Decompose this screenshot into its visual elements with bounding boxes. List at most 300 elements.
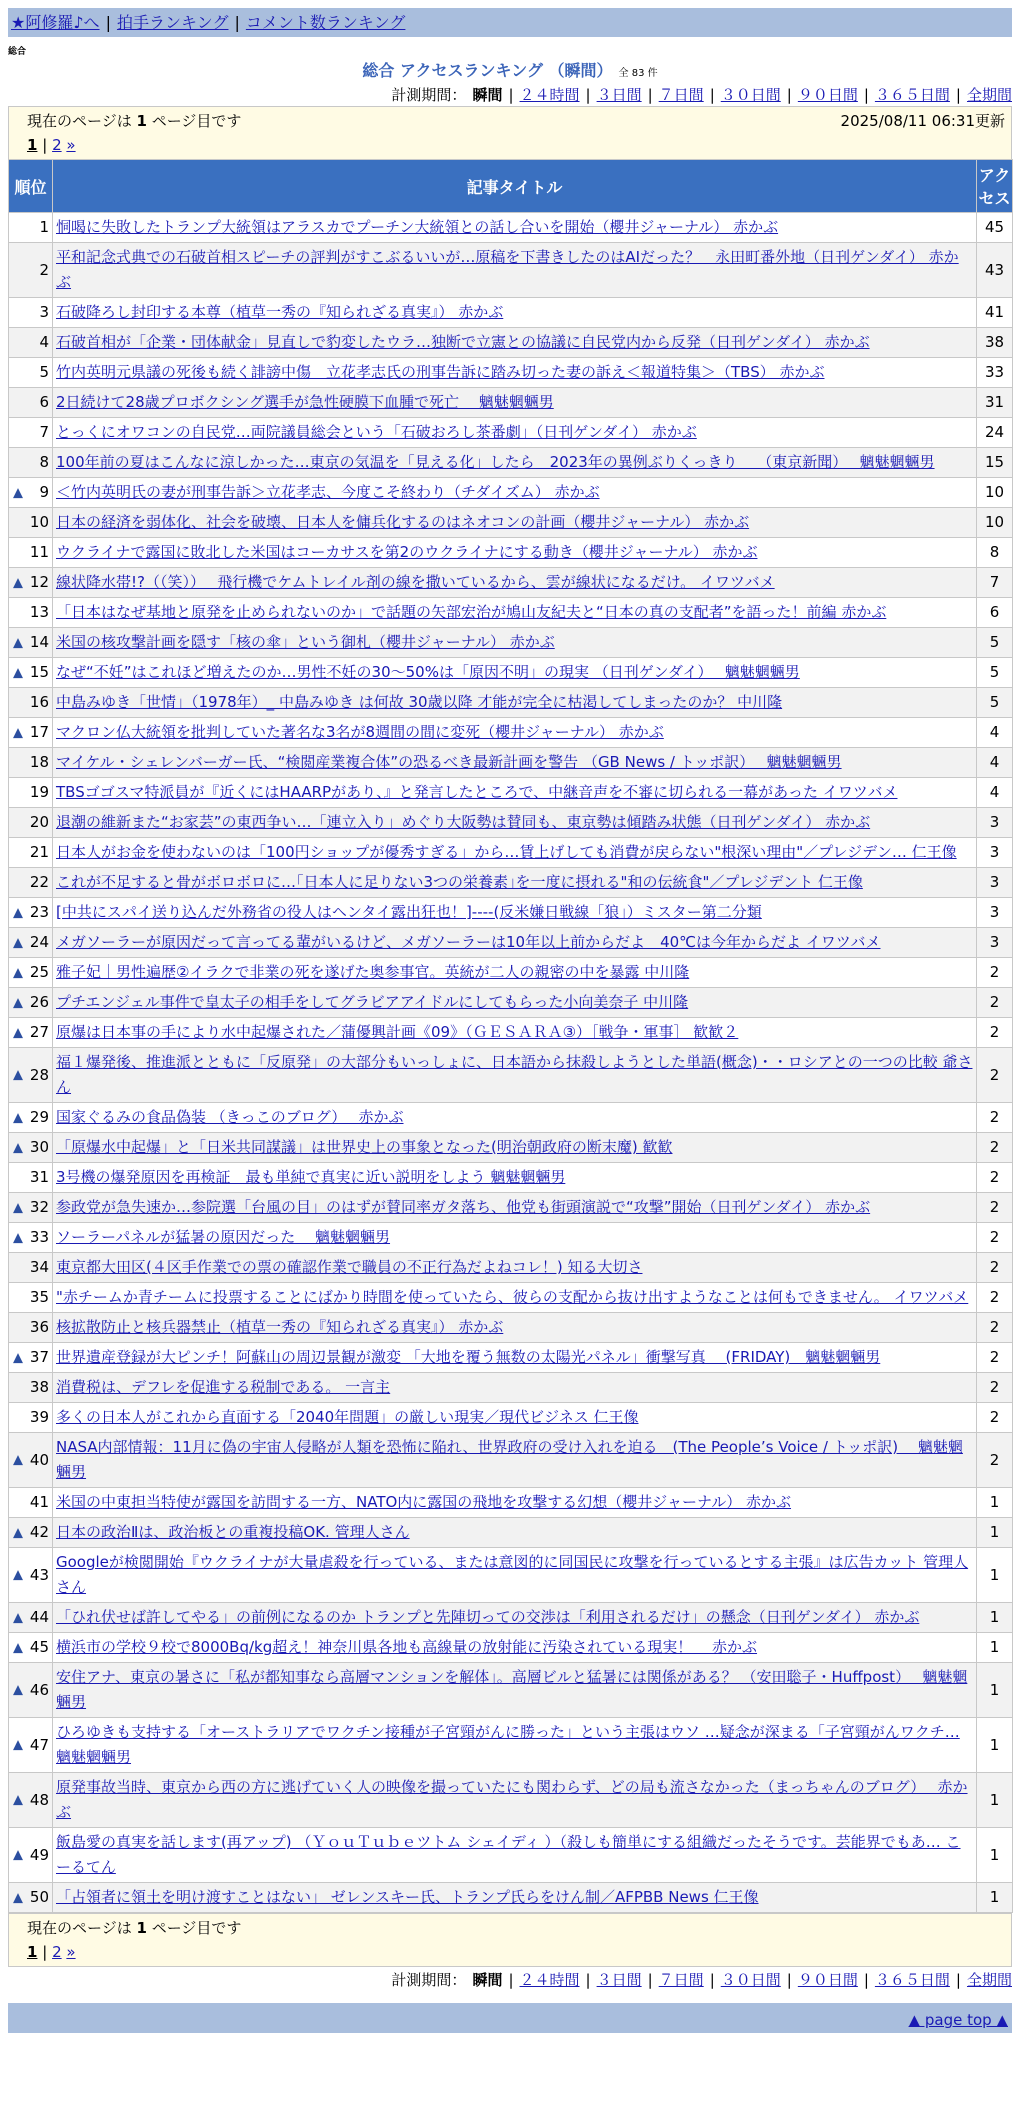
paging-bottom: 現在のページは 1 ページ目です 1 | 2 » (8, 1913, 1012, 1967)
rank-number: 42 (29, 1523, 49, 1541)
table-row (9, 898, 1013, 928)
table-row (9, 1253, 1013, 1283)
access-count: 1 (977, 1718, 1013, 1773)
arrow-up-icon: ▲ (13, 1067, 23, 1083)
rank-number: 18 (29, 753, 49, 771)
title-cell (53, 508, 977, 538)
rank-cell (9, 1018, 53, 1048)
title-cell (53, 928, 977, 958)
access-count: 1 (977, 1828, 1013, 1883)
access-count: 2 (977, 1343, 1013, 1373)
table-row (9, 1433, 1013, 1488)
arrow-up-icon: ▲ (13, 905, 23, 920)
article-link[interactable]: 国家ぐるみの食品偽装 （きっこのブログ） 赤かぶ (56, 1108, 404, 1126)
article-link[interactable]: "赤チームか青チームに投票することにばかり時間を使っていたら、彼らの支配から抜け出すようなことは何もできません。 イワツバメ (56, 1288, 969, 1306)
table-row (9, 243, 1013, 298)
article-link[interactable]: [中共にスパイ送り込んだ外務省の役人はヘンタイ露出狂也！]----(反米嫌日戦線「狼」）ミスター第二分類 (56, 903, 762, 921)
arrow-up-icon: ▲ (13, 1737, 23, 1753)
table-row (9, 868, 1013, 898)
table-row (9, 1718, 1013, 1773)
table-row (9, 298, 1013, 328)
article-link[interactable]: 核拡散防止と核兵器禁止（植草一秀の『知られざる真実』） 赤かぶ (56, 1318, 504, 1336)
table-row (9, 388, 1013, 418)
period-link-0[interactable]: ２４時間 (519, 86, 580, 104)
rank-cell (9, 868, 53, 898)
rank-cell (9, 598, 53, 628)
period-separator: | (786, 86, 792, 104)
table-row (9, 448, 1013, 478)
access-count: 2 (977, 1373, 1013, 1403)
article-link[interactable]: 米国の核攻撃計画を隠す「核の傘」という御札（櫻井ジャーナル） 赤かぶ (56, 633, 555, 651)
arrow-up-icon: ▲ (13, 1640, 23, 1655)
rank-cell (9, 1283, 53, 1313)
table-row (9, 988, 1013, 1018)
arrow-up-icon: ▲ (13, 485, 23, 500)
article-link[interactable]: 世界遺産登録が大ピンチ！阿蘇山の周辺景観が激変 「大地を覆う無数の太陽光パネル」衝撃写真 (FRIDAY) 魑魅魍魎男 (56, 1348, 881, 1366)
title-cell (53, 1018, 977, 1048)
period-link-4[interactable]: ９０日間 (797, 1971, 858, 1989)
access-count: 7 (977, 568, 1013, 598)
rank-number: 33 (29, 1228, 49, 1246)
access-count: 2 (977, 1403, 1013, 1433)
table-row (9, 1223, 1013, 1253)
access-count: 2 (977, 1193, 1013, 1223)
period-link-3[interactable]: ３０日間 (720, 86, 781, 104)
rank-number: 24 (29, 933, 49, 951)
rank-number: 43 (29, 1565, 49, 1584)
period-separator: | (585, 1971, 591, 1989)
title-cell (53, 1193, 977, 1223)
article-link[interactable]: ＜竹内英明氏の妻が刑事告訴＞立花孝志、今度こそ終わり（チダイズム） 赤かぶ (56, 483, 600, 501)
rank-cell (9, 1773, 53, 1828)
access-count: 4 (977, 748, 1013, 778)
rank-cell (9, 748, 53, 778)
nav-separator: | (105, 13, 111, 32)
footer-bar (8, 2003, 1012, 2033)
arrow-up-icon: ▲ (13, 1525, 23, 1540)
table-row (9, 1883, 1013, 1913)
period-separator: | (709, 1971, 715, 1989)
access-count: 4 (977, 718, 1013, 748)
article-link[interactable]: 「占領者に領土を明け渡すことはない」 ゼレンスキー氏、トランプ氏らをけん制／AFPBB News 仁王像 (56, 1888, 759, 1906)
rank-cell (9, 243, 53, 298)
title-cell (53, 1603, 977, 1633)
article-link[interactable]: 石破首相が「企業・団体献金」見直しで豹変したウラ…独断で立憲との協議に自民党内から反発（日刊ゲンダイ） 赤かぶ (56, 333, 870, 351)
article-link[interactable]: 日本の政治Ⅱは、政治板との重複投稿OK. 管理人さん (56, 1523, 410, 1541)
access-count: 2 (977, 1283, 1013, 1313)
arrow-up-icon: ▲ (13, 665, 23, 680)
arrow-up-icon: ▲ (13, 1610, 23, 1625)
rank-cell (9, 298, 53, 328)
rank-cell (9, 538, 53, 568)
header-rank: 順位 (9, 160, 53, 213)
period-link-6[interactable]: 全期間 (966, 1971, 1012, 1989)
title-cell (53, 658, 977, 688)
period-separator: | (955, 86, 961, 104)
title-cell (53, 388, 977, 418)
period-link-1[interactable]: ３日間 (596, 1971, 642, 1989)
arrow-up-icon: ▲ (13, 1847, 23, 1863)
title-cell (53, 213, 977, 243)
table-row (9, 538, 1013, 568)
title-cell (53, 1633, 977, 1663)
title-cell (53, 1488, 977, 1518)
rank-number: 36 (29, 1318, 49, 1336)
arrow-up-icon: ▲ (13, 1025, 23, 1040)
next-page-link[interactable]: » (66, 136, 76, 154)
article-link[interactable]: 竹内英明元県議の死後も続く誹謗中傷 立花孝志氏の刑事告訴に踏み切った妻の訴え＜報道特集＞（TBS） 赤かぶ (56, 363, 825, 381)
title-cell (53, 988, 977, 1018)
table-row (9, 1313, 1013, 1343)
article-link[interactable]: 平和記念式典での石破首相スピーチの評判がすこぶるいいが…原稿を下書きしたのはAIだった？ 永田町番外地（日刊ゲンダイ） 赤かぶ (56, 248, 959, 291)
access-count: 1 (977, 1518, 1013, 1548)
period-separator: | (955, 1971, 961, 1989)
period-current: 瞬間 (472, 86, 503, 104)
rank-number: 34 (29, 1258, 49, 1276)
rank-number: 4 (39, 333, 49, 351)
title-cell (53, 1103, 977, 1133)
rank-cell (9, 1403, 53, 1433)
table-row (9, 628, 1013, 658)
access-count: 24 (977, 418, 1013, 448)
article-link[interactable]: NASA内部情報：11月に偽の宇宙人侵略が人類を恐怖に陥れ、世界政府の受け入れを迫る (The People’s Voice / トッポ訳) 魑魅魍魎男 (56, 1438, 963, 1481)
article-link[interactable]: Googleが検閲開始『ウクライナが大量虐殺を行っている、または意図的に同国民に攻撃を行っているとする主張』は広告カット 管理人さん (56, 1553, 969, 1596)
article-link[interactable]: 100年前の夏はこんなに涼しかった…東京の気温を「見える化」したら 2023年の異例ぶりくっきり （東京新聞） 魑魅魍魎男 (56, 453, 935, 471)
rank-cell (9, 1603, 53, 1633)
article-link[interactable]: マイケル・シェレンバーガー氏、“検閲産業複合体”の恐るべき最新計画を警告 （GB News / トッポ訳） 魑魅魍魎男 (56, 753, 842, 771)
page-2-link[interactable]: 2 (52, 1943, 62, 1961)
title-cell (53, 1773, 977, 1828)
rank-cell (9, 1883, 53, 1913)
article-link[interactable]: これが不足すると骨がボロボロに…｢日本人に足りない3つの栄養素｣を一度に摂れる"和の伝統食"／プレジデント 仁王像 (56, 873, 863, 891)
rank-number: 17 (29, 723, 49, 741)
arrow-up-icon: ▲ (13, 1682, 23, 1698)
rank-cell (9, 658, 53, 688)
article-link[interactable]: 飯島愛の真実を話します(再アップ) （ＹｏｕＴｕｂｅツトム シェイディ ）（殺しも簡単にする組織だったそうです。芸能界でもあ… こーるてん (56, 1833, 961, 1876)
arrow-up-icon: ▲ (13, 935, 23, 950)
arrow-up-icon: ▲ (13, 1350, 23, 1365)
rank-cell (9, 1488, 53, 1518)
article-link[interactable]: 原発事故当時、東京から西の方に逃げていく人の映像を撮っていたにも関わらず、どの局も流さなかった（まっちゃんのブログ） 赤かぶ (56, 1778, 968, 1821)
article-link[interactable]: 福１爆発後、推進派とともに「反原発」の大部分もいっしょに、日本語から抹殺しようとした単語(概念)・・ロシアとの一つの比較 爺さん (56, 1053, 973, 1096)
period-selector-top (8, 84, 1012, 106)
arrow-up-icon: ▲ (13, 1452, 23, 1468)
access-count: 2 (977, 1313, 1013, 1343)
article-link[interactable]: プチエンジェル事件で皇太子の相手をしてグラビアアイドルにしてもらった小向美奈子 中川隆 (56, 993, 689, 1011)
access-count: 41 (977, 298, 1013, 328)
period-separator: | (709, 86, 715, 104)
rank-number: 21 (29, 843, 49, 861)
article-link[interactable]: マクロン仏大統領を批判していた著名な3名が8週間の間に変死（櫻井ジャーナル） 赤かぶ (56, 723, 664, 741)
rank-cell (9, 1633, 53, 1663)
title-cell (53, 898, 977, 928)
rank-number: 41 (29, 1493, 49, 1511)
rank-number: 37 (29, 1348, 49, 1366)
rank-number: 29 (29, 1108, 49, 1126)
article-link[interactable]: 東京都大田区(４区手作業での票の確認作業で職員の不正行為だよねコレ！) 知る大切さ (56, 1258, 643, 1276)
access-count: 10 (977, 508, 1013, 538)
access-count: 3 (977, 838, 1013, 868)
article-link[interactable]: 日本人がお金を使わないのは「100円ショップが優秀すぎる」から…賃上げしても消費が戻らない"根深い理由"／プレジデン… 仁王像 (56, 843, 957, 861)
rank-number: 28 (29, 1065, 49, 1084)
article-link[interactable]: 「日本はなぜ基地と原発を止められないのか」で話題の矢部宏治が鳩山友紀夫と“日本の真の支配者”を語った！前編 赤かぶ (56, 603, 887, 621)
table-row (9, 1373, 1013, 1403)
rank-number: 26 (29, 993, 49, 1011)
article-link[interactable]: ひろゆきも支持する「オーストラリアでワクチン接種が子宮頸がんに勝った」という主張はウソ …疑念が深まる「子宮頸がんワクチ… 魑魅魍魎男 (56, 1723, 960, 1766)
period-link-1[interactable]: ３日間 (596, 86, 642, 104)
title-cell (53, 958, 977, 988)
table-row (9, 358, 1013, 388)
access-count: 31 (977, 388, 1013, 418)
table-row (9, 808, 1013, 838)
comment-ranking-link[interactable]: コメント数ランキング (245, 13, 406, 32)
title-cell (53, 1283, 977, 1313)
rank-cell (9, 688, 53, 718)
current-page-text: 現在のページは 1 ページ目です (27, 112, 242, 130)
rank-cell (9, 478, 53, 508)
rank-cell (9, 718, 53, 748)
page-2-link[interactable]: 2 (52, 136, 62, 154)
access-count: 2 (977, 1103, 1013, 1133)
rank-number: 47 (29, 1735, 49, 1754)
rank-number: 31 (29, 1168, 49, 1186)
table-row (9, 1163, 1013, 1193)
rank-cell (9, 328, 53, 358)
rank-number: 40 (29, 1450, 49, 1469)
article-link[interactable]: ソーラーパネルが猛暑の原因だった 魑魅魍魎男 (56, 1228, 391, 1246)
title-cell (53, 298, 977, 328)
rank-number: 22 (29, 873, 49, 891)
rank-cell (9, 1433, 53, 1488)
title-cell (53, 808, 977, 838)
home-link[interactable]: ★阿修羅♪へ (11, 13, 100, 32)
table-row (9, 1633, 1013, 1663)
access-count: 1 (977, 1488, 1013, 1518)
title-cell (53, 1253, 977, 1283)
access-count: 1 (977, 1773, 1013, 1828)
period-separator: | (585, 86, 591, 104)
rank-cell (9, 1548, 53, 1603)
article-link[interactable]: 原爆は日本事の手により水中起爆された／蒲優興計画《09》（ＧＥＳＡＲＡ③）［戦争・軍事］ 歓歓２ (56, 1023, 739, 1041)
period-link-2[interactable]: ７日間 (658, 1971, 704, 1989)
current-page-text: 現在のページは 1 ページ目です (27, 1919, 242, 1937)
period-separator: | (508, 1971, 514, 1989)
access-count: 2 (977, 1133, 1013, 1163)
article-link[interactable]: 消費税は、デフレを促進する税制である。 一言主 (56, 1378, 391, 1396)
table-row (9, 778, 1013, 808)
period-selector-bottom (8, 1969, 1012, 1991)
article-link[interactable]: 線状降水帯!?（（笑）） 飛行機でケムトレイル剤の線を撒いているから、雲が線状になるだけ。 イワツバメ (56, 573, 775, 591)
title-cell (53, 538, 977, 568)
rank-number: 7 (39, 423, 49, 441)
article-link[interactable]: 退潮の維新また“お家芸”の東西争い…「連立入り」めぐり大阪勢は賛同も、東京勢は傾踏み状態（日刊ゲンダイ） 赤かぶ (56, 813, 871, 831)
table-row (9, 598, 1013, 628)
table-row (9, 838, 1013, 868)
period-link-0[interactable]: ２４時間 (519, 1971, 580, 1989)
rank-cell (9, 1373, 53, 1403)
rank-cell (9, 358, 53, 388)
table-row (9, 1663, 1013, 1718)
rank-cell (9, 1518, 53, 1548)
period-separator: | (647, 1971, 653, 1989)
rank-number: 10 (29, 513, 49, 531)
article-link[interactable]: 参政党が急失速か…参院選「台風の目」のはずが賛同率ガタ落ち、他党も街頭演説で“攻撃”開始（日刊ゲンダイ） 赤かぶ (56, 1198, 871, 1216)
table-row (9, 658, 1013, 688)
period-separator: | (508, 86, 514, 104)
ranking-rows (9, 213, 1013, 1913)
period-separator: | (863, 86, 869, 104)
access-count: 1 (977, 1603, 1013, 1633)
rank-number: 48 (29, 1790, 49, 1809)
title-cell (53, 718, 977, 748)
title-cell (53, 1048, 977, 1103)
table-row (9, 1403, 1013, 1433)
article-link[interactable]: 石破降ろし封印する本尊（植草一秀の『知られざる真実』） 赤かぶ (56, 303, 504, 321)
rank-number: 38 (29, 1378, 49, 1396)
period-link-5[interactable]: ３６５日間 (874, 86, 950, 104)
period-link-5[interactable]: ３６５日間 (874, 1971, 950, 1989)
top-nav (8, 8, 1012, 37)
title-cell (53, 1883, 977, 1913)
title-cell (53, 778, 977, 808)
article-link[interactable]: TBSゴゴスマ特派員が『近くにはHAARPがあり、』と発言したところで、中継音声を不審に切られる一幕があった イワツバメ (56, 783, 898, 801)
title-cell (53, 448, 977, 478)
rank-number: 44 (29, 1608, 49, 1626)
arrow-up-icon: ▲ (13, 635, 23, 650)
rank-cell (9, 1253, 53, 1283)
table-row (9, 1018, 1013, 1048)
title-cell (53, 328, 977, 358)
period-separator: | (863, 1971, 869, 1989)
access-count: 5 (977, 658, 1013, 688)
access-count: 4 (977, 778, 1013, 808)
table-row (9, 1828, 1013, 1883)
access-count: 10 (977, 478, 1013, 508)
article-link[interactable]: 中島みゆき「世情」（1978年）_ 中島みゆき は何故 30歳以降 才能が完全に枯渇してしまったのか？ 中川隆 (56, 693, 783, 711)
page-1-current: 1 (27, 1943, 38, 1961)
rank-number: 15 (29, 663, 49, 681)
title-cell (53, 1223, 977, 1253)
article-link[interactable]: 米国の中東担当特使が露国を訪問する一方、NATO内に露国の飛地を攻撃する幻想（櫻井ジャーナル） 赤かぶ (56, 1493, 792, 1511)
article-link[interactable]: 「原爆水中起爆」と「日米共同謀議」は世界史上の事象となった(明治朝政府の断末魔) 歓歓 (56, 1138, 673, 1156)
access-count: 1 (977, 1883, 1013, 1913)
article-link[interactable]: ウクライナで露国に敗北した米国はコーカサスを第2のウクライナにする動き（櫻井ジャーナル） 赤かぶ (56, 543, 758, 561)
ranking-heading (8, 60, 1012, 82)
table-row (9, 1343, 1013, 1373)
arrow-up-icon: ▲ (13, 575, 23, 590)
title-cell (53, 1373, 977, 1403)
title-cell (53, 478, 977, 508)
article-link[interactable]: 多くの日本人がこれから直面する「2040年問題」の厳しい現実／現代ビジネス 仁王像 (56, 1408, 639, 1426)
title-cell (53, 598, 977, 628)
access-count: 2 (977, 958, 1013, 988)
period-link-4[interactable]: ９０日間 (797, 86, 858, 104)
table-row (9, 1103, 1013, 1133)
rank-number: 12 (29, 573, 49, 591)
access-count: 2 (977, 1163, 1013, 1193)
article-link[interactable]: 安住アナ、東京の暑さに「私が都知事なら高層マンションを解体」。高層ビルと猛暑には関係がある？ （安田聡子・Huffpost） 魑魅魍魎男 (56, 1668, 968, 1711)
table-row (9, 1548, 1013, 1603)
clap-ranking-link[interactable]: 拍手ランキング (116, 13, 229, 32)
article-link[interactable]: 恫喝に失敗したトランプ大統領はアラスカでプーチン大統領との話し合いを開始（櫻井ジャーナル） 赤かぶ (56, 218, 779, 236)
header-access: アクセス (977, 160, 1013, 213)
rank-number: 8 (39, 453, 49, 471)
next-page-link[interactable]: » (66, 1943, 76, 1961)
updated-timestamp: 2025/08/11 06:31更新 (840, 112, 1005, 130)
article-link[interactable]: 2日続けて28歳プロボクシング選手が急性硬膜下血腫で死亡 魑魅魍魎男 (56, 393, 554, 411)
arrow-up-icon: ▲ (13, 1140, 23, 1155)
table-row (9, 1283, 1013, 1313)
access-count: 3 (977, 928, 1013, 958)
table-row (9, 213, 1013, 243)
article-link[interactable]: とっくにオワコンの自民党…両院議員総会という「石破おろし茶番劇」（日刊ゲンダイ） 赤かぶ (56, 423, 697, 441)
access-count: 3 (977, 808, 1013, 838)
title-cell (53, 688, 977, 718)
access-count: 2 (977, 1253, 1013, 1283)
rank-cell (9, 1828, 53, 1883)
rank-number: 3 (39, 303, 49, 321)
page-1-current: 1 (27, 136, 38, 154)
table-row (9, 508, 1013, 538)
rank-cell (9, 448, 53, 478)
title-cell (53, 243, 977, 298)
period-label: 計測期間： (391, 1971, 467, 1989)
table-row (9, 478, 1013, 508)
access-count: 43 (977, 243, 1013, 298)
access-count: 5 (977, 688, 1013, 718)
rank-number: 1 (39, 218, 49, 236)
access-count: 2 (977, 1018, 1013, 1048)
arrow-up-icon: ▲ (13, 1890, 23, 1905)
article-link[interactable]: メガソーラーが原因だって言ってる輩がいるけど、メガソーラーは10年以上前からだよ 40℃は今年からだよ イワツバメ (56, 933, 881, 951)
table-row (9, 568, 1013, 598)
rank-cell (9, 1103, 53, 1133)
rank-number: 25 (29, 963, 49, 981)
page-top-link[interactable]: ▲ page top ▲ (908, 2011, 1008, 2029)
article-link[interactable]: 横浜市の学校９校で8000Bq/kg超え！神奈川県各地も高線量の放射能に汚染されている現実！ 赤かぶ (56, 1638, 758, 1656)
article-link[interactable]: 日本の経済を弱体化、社会を破壊、日本人を傭兵化するのはネオコンの計画（櫻井ジャーナル） 赤かぶ (56, 513, 750, 531)
title-cell (53, 748, 977, 778)
period-separator: | (647, 86, 653, 104)
access-count: 33 (977, 358, 1013, 388)
article-link[interactable]: なぜ“不妊”はこれほど増えたのか…男性不妊の30～50%は「原因不明」の現実 （日刊ゲンダイ） 魑魅魍魎男 (56, 663, 800, 681)
rank-number: 14 (29, 633, 49, 651)
title-cell (53, 1718, 977, 1773)
rank-cell (9, 958, 53, 988)
table-row (9, 1773, 1013, 1828)
article-link[interactable]: 「ひれ伏せば許してやる」の前例になるのか トランプと先陣切っての交渉は「利用されるだけ」の懸念（日刊ゲンダイ） 赤かぶ (56, 1608, 920, 1626)
rank-number: 23 (29, 903, 49, 921)
rank-cell (9, 1343, 53, 1373)
rank-number: 50 (29, 1888, 49, 1906)
article-link[interactable]: 3号機の爆発原因を再検証 最も単純で真実に近い説明をしよう 魑魅魍魎男 (56, 1168, 566, 1186)
period-link-2[interactable]: ７日間 (658, 86, 704, 104)
rank-number: 11 (29, 543, 49, 561)
access-count: 6 (977, 598, 1013, 628)
rank-cell (9, 1163, 53, 1193)
table-row (9, 1193, 1013, 1223)
title-cell (53, 568, 977, 598)
article-link[interactable]: 雅子妃｜男性遍歴②イラクで非業の死を遂げた奥参事官。英統が二人の親密の中を暴露 中川隆 (56, 963, 690, 981)
table-row (9, 1488, 1013, 1518)
rank-number: 20 (29, 813, 49, 831)
rank-number: 16 (29, 693, 49, 711)
access-count: 15 (977, 448, 1013, 478)
period-link-6[interactable]: 全期間 (966, 86, 1012, 104)
arrow-up-icon: ▲ (13, 1230, 23, 1245)
table-row (9, 958, 1013, 988)
period-link-3[interactable]: ３０日間 (720, 1971, 781, 1989)
